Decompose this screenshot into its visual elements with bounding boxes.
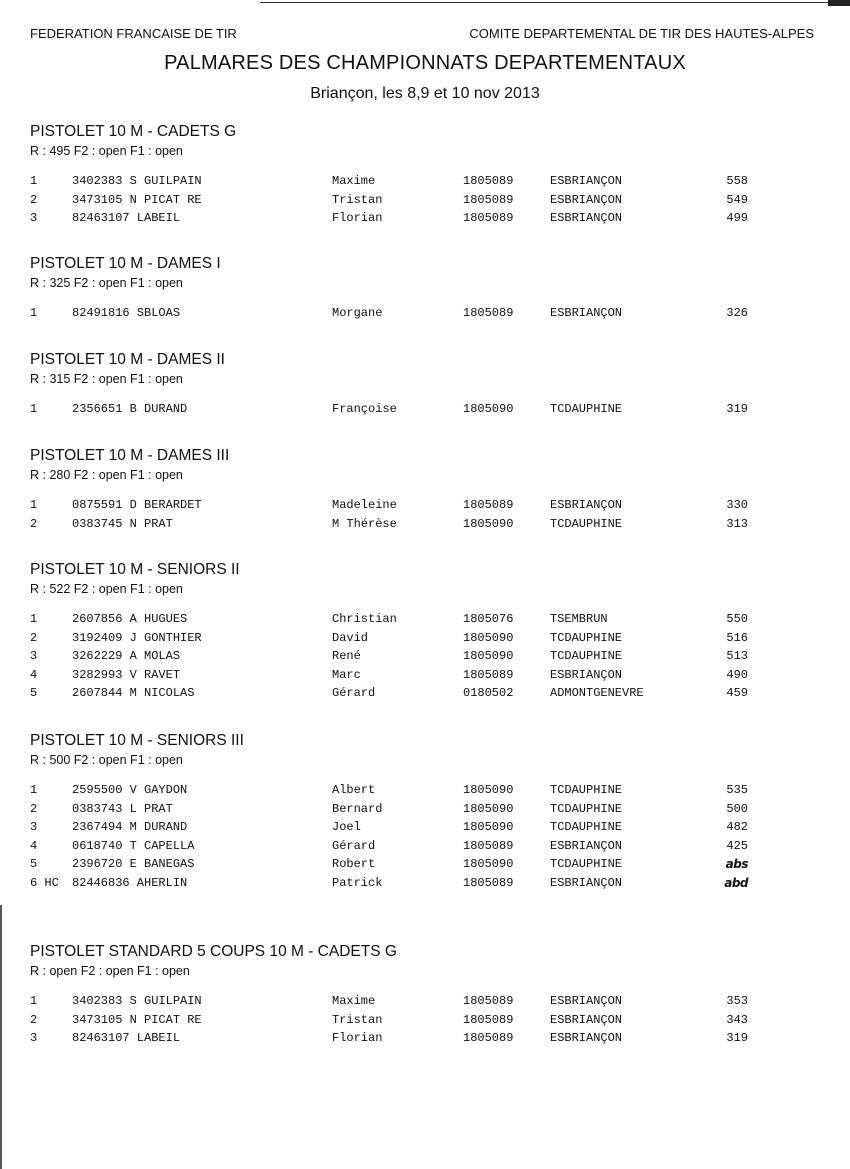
licence-name-cell: 2595500 V GAYDON — [72, 783, 188, 797]
licence-name-cell: 3473105 N PICAT RE — [72, 192, 202, 207]
club-name-cell: ESBRIANÇON — [550, 838, 623, 853]
section-title: PISTOLET 10 M - DAMES III — [30, 447, 230, 464]
rank-cell: 5 — [30, 686, 38, 700]
score-cell: 535 — [726, 783, 748, 797]
score-cell: 516 — [726, 630, 748, 645]
club-name-cell: ESBRIANÇON — [550, 306, 623, 320]
club-name-cell: TCDAUPHINE — [550, 630, 623, 645]
score-cell: 319 — [726, 1031, 748, 1045]
rank-cell: 1 — [30, 402, 38, 416]
rank-cell: 2 — [30, 516, 38, 531]
rank-cell: 1 — [30, 306, 38, 320]
section-rules: R : 495 F2 : open F1 : open — [30, 144, 183, 158]
result-row — [30, 647, 830, 666]
result-row — [30, 992, 830, 1011]
licence-name-cell: 0618740 T CAPELLA — [72, 838, 195, 853]
club-name-cell: ESBRIANÇON — [550, 192, 623, 207]
firstname-cell: Gérard — [332, 686, 376, 700]
firstname-cell: Patrick — [332, 875, 383, 890]
club-number-cell: 0180502 — [463, 686, 514, 700]
club-name-cell: TCDAUPHINE — [550, 820, 623, 834]
result-row — [30, 515, 830, 534]
club-name-cell: ESBRIANÇON — [550, 211, 623, 225]
result-row — [30, 1029, 830, 1048]
licence-name-cell: 0383743 L PRAT — [72, 801, 173, 816]
scan-corner-mark — [828, 0, 850, 6]
licence-name-cell: 0383745 N PRAT — [72, 516, 173, 531]
club-name-cell: ADMONTGENEVRE — [550, 686, 644, 700]
licence-name-cell: 3402383 S GUILPAIN — [72, 174, 202, 188]
result-row — [30, 684, 830, 703]
section-rules: R : 315 F2 : open F1 : open — [30, 372, 183, 386]
firstname-cell: Marc — [332, 667, 361, 682]
firstname-cell: David — [332, 630, 369, 645]
result-row — [30, 837, 830, 856]
result-row — [30, 874, 830, 893]
rank-cell: 5 — [30, 857, 38, 871]
firstname-cell: Albert — [332, 783, 376, 797]
results-section — [30, 122, 830, 228]
rank-cell: 2 — [30, 1012, 38, 1027]
club-number-cell: 1805090 — [463, 402, 514, 416]
club-number-cell: 1805090 — [463, 649, 514, 663]
club-name-cell: TCDAUPHINE — [550, 649, 623, 663]
licence-name-cell: 3282993 V RAVET — [72, 667, 181, 682]
club-name-cell: TCDAUPHINE — [550, 801, 623, 816]
firstname-cell: Bernard — [332, 801, 383, 816]
section-title: PISTOLET 10 M - DAMES I — [30, 255, 221, 272]
page-subtitle: Briançon, les 8,9 et 10 nov 2013 — [310, 85, 540, 102]
firstname-cell: M Thérèse — [332, 516, 397, 531]
firstname-cell: Tristan — [332, 192, 383, 207]
score-cell: abd — [724, 875, 748, 890]
firstname-cell: René — [332, 649, 361, 663]
result-row — [30, 666, 830, 685]
licence-name-cell: 82463107 LABEIL — [72, 211, 181, 225]
club-name-cell: ESBRIANÇON — [550, 174, 623, 188]
result-row — [30, 209, 830, 228]
licence-name-cell: 3262229 A MOLAS — [72, 649, 181, 663]
section-title: PISTOLET 10 M - CADETS G — [30, 123, 237, 140]
club-name-cell: TCDAUPHINE — [550, 516, 623, 531]
licence-name-cell: 0875591 D BERARDET — [72, 498, 202, 512]
club-number-cell: 1805089 — [463, 838, 514, 853]
licence-name-cell: 3473105 N PICAT RE — [72, 1012, 202, 1027]
score-cell: 550 — [726, 612, 748, 626]
licence-name-cell: 2356651 B DURAND — [72, 402, 188, 416]
firstname-cell: Robert — [332, 857, 376, 871]
score-cell: 459 — [726, 686, 748, 700]
score-cell: 313 — [726, 516, 748, 531]
score-cell: 499 — [726, 211, 748, 225]
licence-name-cell: 82463107 LABEIL — [72, 1031, 181, 1045]
score-cell: 319 — [726, 402, 748, 416]
rank-cell: 3 — [30, 820, 38, 834]
federation-name: FEDERATION FRANCAISE DE TIR — [30, 26, 237, 41]
result-row — [30, 304, 830, 323]
club-name-cell: TCDAUPHINE — [550, 857, 623, 871]
score-cell: abs — [725, 857, 748, 871]
licence-name-cell: 82446836 AHERLIN — [72, 875, 188, 890]
firstname-cell: Florian — [332, 1031, 383, 1045]
firstname-cell: Morgane — [332, 306, 383, 320]
result-row — [30, 818, 830, 837]
rank-cell: 3 — [30, 211, 38, 225]
club-number-cell: 1805090 — [463, 820, 514, 834]
scan-left-edge — [0, 905, 2, 1169]
committee-name: COMITE DEPARTEMENTAL DE TIR DES HAUTES-ALPES — [469, 26, 814, 41]
club-number-cell: 1805089 — [463, 174, 514, 188]
results-section — [30, 350, 830, 419]
licence-name-cell: 82491816 SBLOAS — [72, 306, 181, 320]
firstname-cell: Christian — [332, 612, 397, 626]
results-section — [30, 942, 830, 1048]
result-row — [30, 610, 830, 629]
result-row — [30, 629, 830, 648]
licence-name-cell: 2396720 E BANEGAS — [72, 857, 195, 871]
rank-cell: 3 — [30, 649, 38, 663]
rank-cell: 3 — [30, 1031, 38, 1045]
score-cell: 490 — [726, 667, 748, 682]
club-name-cell: TCDAUPHINE — [550, 402, 623, 416]
page-title: PALMARES DES CHAMPIONNATS DEPARTEMENTAUX — [164, 52, 686, 74]
club-name-cell: ESBRIANÇON — [550, 667, 623, 682]
result-row — [30, 800, 830, 819]
section-title: PISTOLET STANDARD 5 COUPS 10 M - CADETS G — [30, 943, 397, 960]
section-title: PISTOLET 10 M - SENIORS III — [30, 732, 244, 749]
firstname-cell: Madeleine — [332, 498, 397, 512]
firstname-cell: Maxime — [332, 994, 376, 1008]
score-cell: 482 — [726, 820, 748, 834]
rank-cell: 1 — [30, 174, 38, 188]
club-number-cell: 1805089 — [463, 498, 514, 512]
results-section — [30, 446, 830, 533]
rank-cell: 1 — [30, 994, 38, 1008]
score-cell: 343 — [726, 1012, 748, 1027]
club-name-cell: ESBRIANÇON — [550, 1031, 623, 1045]
rank-cell: 2 — [30, 630, 38, 645]
rank-cell: 2 — [30, 801, 38, 816]
club-number-cell: 1805089 — [463, 306, 514, 320]
club-number-cell: 1805089 — [463, 1012, 514, 1027]
firstname-cell: Françoise — [332, 402, 397, 416]
result-row — [30, 1011, 830, 1030]
club-number-cell: 1805089 — [463, 211, 514, 225]
section-title: PISTOLET 10 M - SENIORS II — [30, 561, 240, 578]
club-number-cell: 1805089 — [463, 994, 514, 1008]
club-number-cell: 1805090 — [463, 801, 514, 816]
section-rules: R : 325 F2 : open F1 : open — [30, 276, 183, 290]
rank-cell: 4 — [30, 667, 38, 682]
licence-name-cell: 2607844 M NICOLAS — [72, 686, 195, 700]
rank-cell: 1 — [30, 612, 38, 626]
score-cell: 353 — [726, 994, 748, 1008]
section-rules: R : 500 F2 : open F1 : open — [30, 753, 183, 767]
rank-cell: 6 HC — [30, 875, 59, 890]
scan-top-rule — [260, 2, 850, 3]
score-cell: 549 — [726, 192, 748, 207]
section-title: PISTOLET 10 M - DAMES II — [30, 351, 225, 368]
result-row — [30, 496, 830, 515]
club-number-cell: 1805089 — [463, 667, 514, 682]
firstname-cell: Tristan — [332, 1012, 383, 1027]
club-number-cell: 1805090 — [463, 516, 514, 531]
rank-cell: 1 — [30, 783, 38, 797]
rank-cell: 2 — [30, 192, 38, 207]
score-cell: 425 — [726, 838, 748, 853]
score-cell: 326 — [726, 306, 748, 320]
result-row — [30, 855, 830, 874]
club-name-cell: ESBRIANÇON — [550, 875, 623, 890]
result-row — [30, 400, 830, 419]
licence-name-cell: 2607856 A HUGUES — [72, 612, 188, 626]
club-name-cell: TCDAUPHINE — [550, 783, 623, 797]
section-rules: R : 522 F2 : open F1 : open — [30, 582, 183, 596]
club-number-cell: 1805089 — [463, 875, 514, 890]
firstname-cell: Florian — [332, 211, 383, 225]
club-number-cell: 1805089 — [463, 192, 514, 207]
club-number-cell: 1805090 — [463, 857, 514, 871]
licence-name-cell: 3192409 J GONTHIER — [72, 630, 202, 645]
club-name-cell: ESBRIANÇON — [550, 1012, 623, 1027]
score-cell: 330 — [726, 498, 748, 512]
rank-cell: 4 — [30, 838, 38, 853]
result-row — [30, 172, 830, 191]
club-name-cell: TSEMBRUN — [550, 612, 608, 626]
score-cell: 513 — [726, 649, 748, 663]
results-section — [30, 560, 830, 703]
club-name-cell: ESBRIANÇON — [550, 994, 623, 1008]
score-cell: 558 — [726, 174, 748, 188]
firstname-cell: Maxime — [332, 174, 376, 188]
licence-name-cell: 2367494 M DURAND — [72, 820, 188, 834]
licence-name-cell: 3402383 S GUILPAIN — [72, 994, 202, 1008]
club-number-cell: 1805090 — [463, 783, 514, 797]
firstname-cell: Gérard — [332, 838, 376, 853]
club-number-cell: 1805076 — [463, 612, 514, 626]
firstname-cell: Joel — [332, 820, 361, 834]
section-rules: R : open F2 : open F1 : open — [30, 964, 190, 978]
section-rules: R : 280 F2 : open F1 : open — [30, 468, 183, 482]
result-row — [30, 781, 830, 800]
result-row — [30, 191, 830, 210]
club-name-cell: ESBRIANÇON — [550, 498, 623, 512]
results-section — [30, 731, 830, 892]
score-cell: 500 — [726, 801, 748, 816]
club-number-cell: 1805089 — [463, 1031, 514, 1045]
rank-cell: 1 — [30, 498, 38, 512]
results-section — [30, 254, 830, 323]
club-number-cell: 1805090 — [463, 630, 514, 645]
